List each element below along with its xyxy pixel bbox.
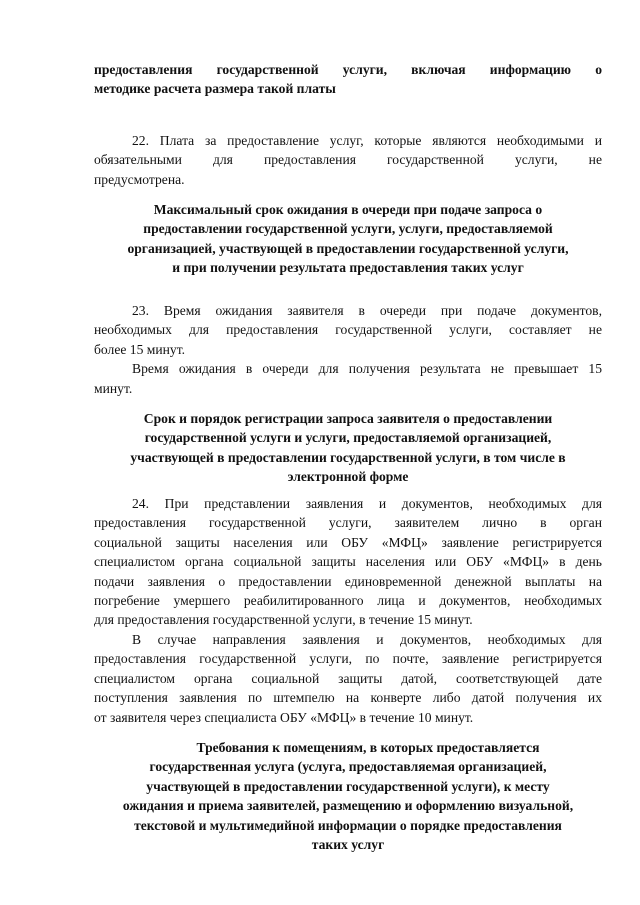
paragraph-24	[94, 494, 602, 630]
paragraph-23-line-5: минут.	[94, 380, 133, 396]
heading-premises-requirements	[94, 738, 602, 854]
paragraph-23	[94, 301, 602, 398]
paragraph-22-line-3: предусмотрена.	[94, 171, 185, 187]
paragraph-24-line-1: 24. При представлении заявления и документов, необходимых для	[132, 496, 602, 511]
heading-waiting-time-line-4: и при получении результата предоставления таких услуг	[172, 260, 524, 276]
heading-waiting-time	[94, 200, 602, 278]
heading-registration-line-2: государственной услуги и услуги, предоставляемой организацией,	[144, 430, 552, 446]
heading-premises-line-1: Требования к помещениям, в которых предоставляется	[196, 740, 540, 755]
paragraph-23-line-2: необходимых для предоставления государственной услуги, составляет не	[94, 322, 602, 338]
paragraph-22-line-1: 22. Плата за предоставление услуг, которые являются необходимыми и	[132, 133, 602, 148]
paragraph-22	[94, 131, 602, 189]
paragraph-22-line-2: обязательными для предоставления государственной услуги, не	[94, 152, 602, 168]
heading-premises-line-5: текстовой и мультимедийной информации о порядке предоставления	[134, 817, 562, 833]
heading-premises-line-2: государственная услуга (услуга, предоставляемая организацией,	[149, 759, 547, 775]
paragraph-24-line-6: погребение умершего реабилитированного лица и документов, необходимых	[94, 593, 602, 609]
top-heading-line-2: методике расчета размера такой платы	[94, 81, 336, 97]
heading-premises-line-4: ожидания и приема заявителей, размещению и оформлению визуальной,	[122, 798, 574, 814]
paragraph-24-postal-line-1: В случае направления заявления и документов, необходимых для	[132, 632, 602, 647]
heading-waiting-time-line-2: предоставлении государственной услуги, услуги, предоставляемой	[143, 221, 553, 237]
heading-registration-line-1: Срок и порядок регистрации запроса заявителя о предоставлении	[143, 411, 553, 426]
paragraph-24-postal-line-2: предоставления государственной услуги, по почте, заявление регистрируется	[94, 651, 602, 667]
paragraph-24-line-3: социальной защиты населения или ОБУ «МФЦ» заявление регистрируется	[94, 534, 602, 550]
paragraph-24-postal-line-5: от заявителя через специалиста ОБУ «МФЦ» в течение 10 минут.	[94, 709, 474, 725]
heading-premises-line-6: таких услуг	[311, 837, 385, 853]
heading-registration-line-3: участвующей в предоставлении государственной услуги, в том числе в	[130, 449, 566, 465]
paragraph-24-line-2: предоставления государственной услуги, заявителем лично в орган	[94, 515, 602, 531]
heading-premises-line-3: участвующей в предоставлении государственной услуги), к месту	[146, 778, 550, 794]
heading-registration-line-4: электронной форме	[287, 469, 409, 485]
heading-registration	[94, 409, 602, 487]
paragraph-24-postal	[94, 630, 602, 727]
top-heading-line-1: предоставления государственной услуги, включая информацию о	[94, 62, 602, 77]
paragraph-24-line-7: для предоставления государственной услуги, в течение 15 минут.	[94, 612, 473, 628]
top-heading	[94, 60, 602, 99]
paragraph-23-line-1: 23. Время ожидания заявителя в очереди при подаче документов,	[132, 303, 602, 318]
paragraph-23-line-3: более 15 минут.	[94, 341, 186, 357]
paragraph-24-line-4: специалистом органа социальной защиты населения или ОБУ «МФЦ» в день	[94, 554, 602, 570]
heading-waiting-time-line-1: Максимальный срок ожидания в очереди при подаче запроса о	[153, 202, 543, 217]
paragraph-24-line-5: подачи заявления о предоставлении единовременной денежной выплаты на	[94, 573, 602, 589]
paragraph-24-postal-line-3: специалистом органа социальной защиты датой, соответствующей дате	[94, 670, 602, 686]
paragraph-23-line-4: Время ожидания в очереди для получения результата не превышает 15	[132, 361, 602, 377]
paragraph-24-postal-line-4: поступления заявления по штемпелю на конверте либо датой получения их	[94, 690, 602, 706]
heading-waiting-time-line-3: организацией, участвующей в предоставлении государственной услуги,	[127, 240, 569, 256]
